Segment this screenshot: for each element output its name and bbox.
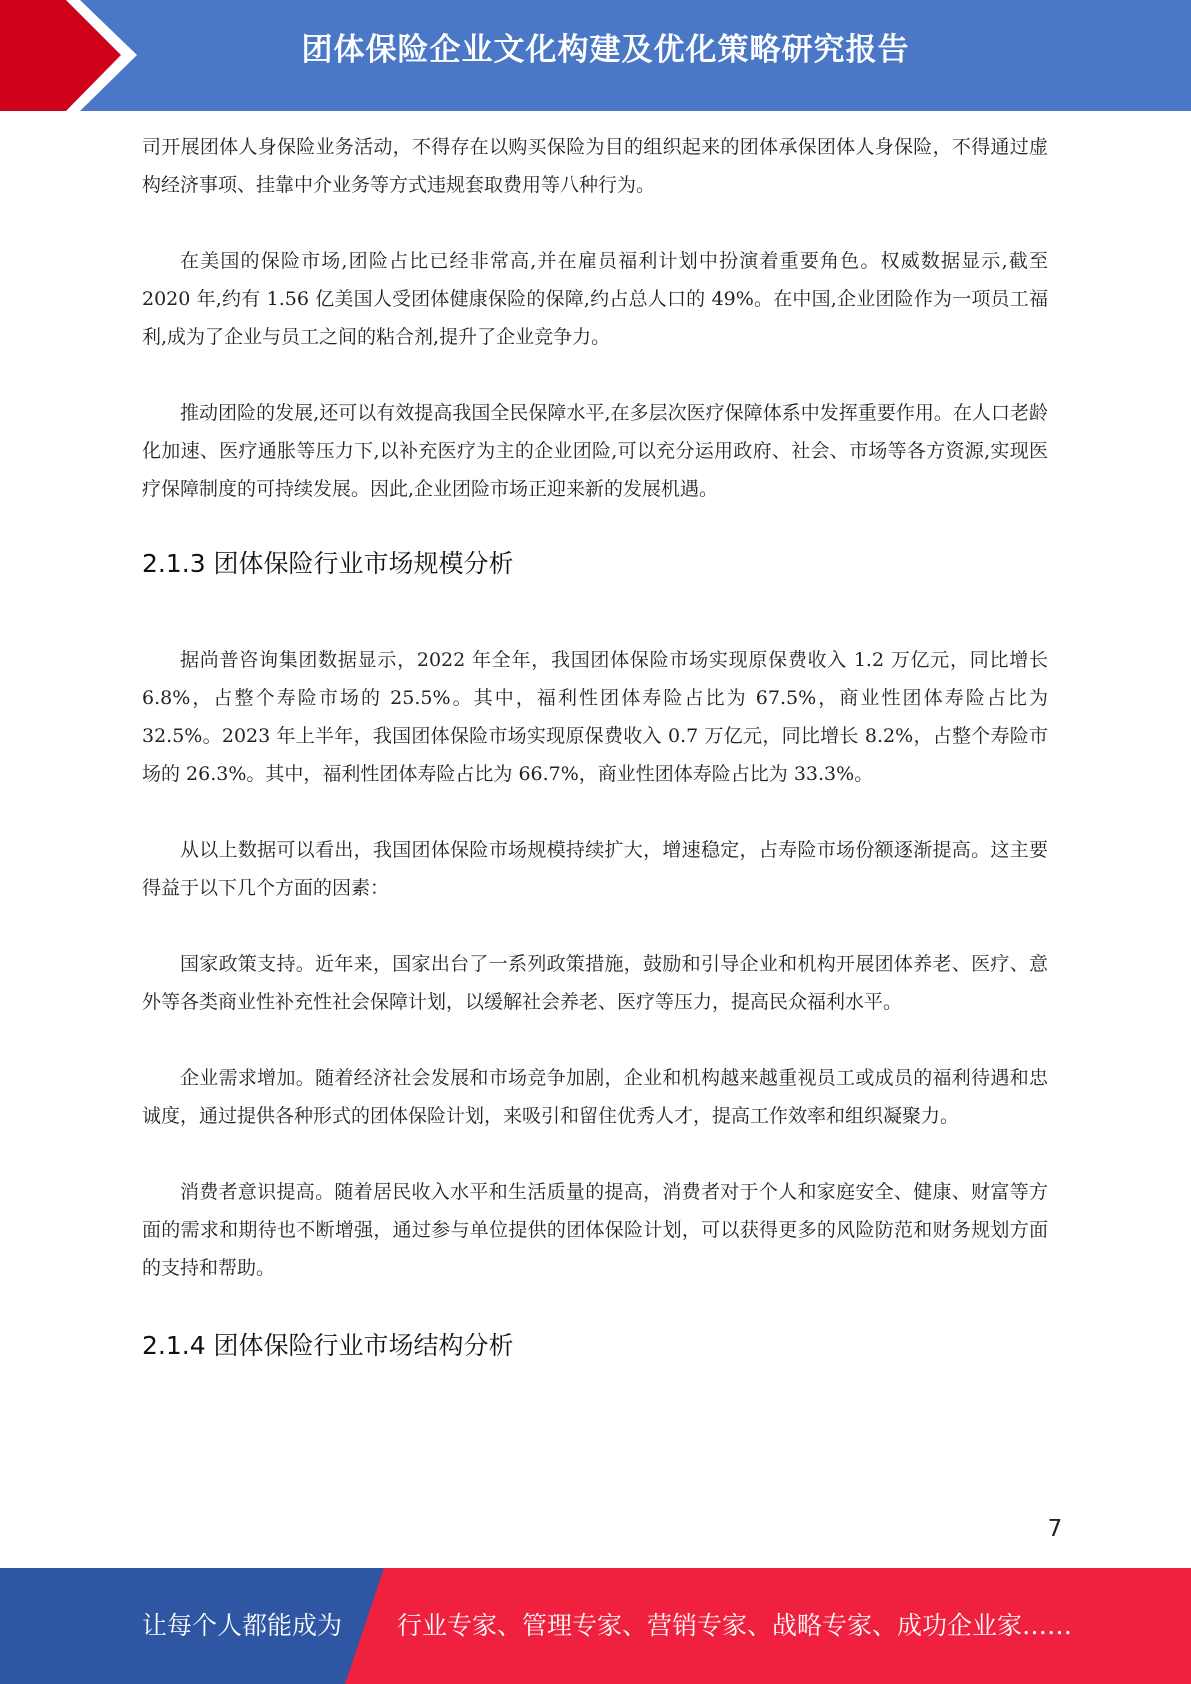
paragraph: 推动团险的发展,还可以有效提高我国全民保障水平,在多层次医疗保障体系中发挥重要作用。在人口老龄化加速、医疗通胀等压力下,以补充医疗为主的企业团险,可以充分运用政府、社会、市场等各方资源,实现医疗保障制度的可持续发展。因此,企业团险市场正迎来新的发展机遇。 xyxy=(142,402,1048,500)
document-body xyxy=(142,128,1048,1363)
paragraph: 企业需求增加。随着经济社会发展和市场竞争加剧，企业和机构越来越重视员工或成员的福利待遇和忠诚度，通过提供各种形式的团体保险计划，来吸引和留住优秀人才，提高工作效率和组织凝聚力。 xyxy=(142,1067,1048,1127)
paragraph: 从以上数据可以看出，我国团体保险市场规模持续扩大，增速稳定，占寿险市场份额逐渐提高。这主要得益于以下几个方面的因素： xyxy=(142,839,1048,899)
page-footer xyxy=(0,1568,1191,1684)
footer-slogan: 让每个人都能成为 xyxy=(142,1611,343,1640)
paragraph: 消费者意识提高。随着居民收入水平和生活质量的提高，消费者对于个人和家庭安全、健康、财富等方面的需求和期待也不断增强，通过参与单位提供的团体保险计划，可以获得更多的风险防范和财务规划方面的支持和帮助。 xyxy=(142,1181,1048,1279)
paragraph: 据尚普咨询集团数据显示，2022 年全年，我国团体保险市场实现原保费收入 1.2 万亿元，同比增长 6.8%，占整个寿险市场的 25.5%。其中，福利性团体寿险占比为 67.5%，商业性团体寿险占比为 32.5%。2023 年上半年，我国团体保险市场实现原保费收入 0.7 万亿元，同比增长 8.2%，占整个寿险市场的 26.3%。其中，福利性团体寿险占比为 66.7%，商业性团体寿险占比为 33.3%。 xyxy=(142,649,1048,785)
document-title: 团体保险企业文化构建及优化策略研究报告 xyxy=(301,32,910,68)
page-header xyxy=(0,0,1191,111)
paragraph: 在美国的保险市场,团险占比已经非常高,并在雇员福利计划中扮演着重要角色。权威数据显示,截至 2020 年,约有 1.56 亿美国人受团体健康保险的保障,约占总人口的 49%。在中国,企业团险作为一项员工福利,成为了企业与员工之间的粘合剂,提升了企业竞争力。 xyxy=(142,250,1048,348)
page-number: 7 xyxy=(1047,1516,1063,1542)
paragraph: 司开展团体人身保险业务活动，不得存在以购买保险为目的组织起来的团体承保团体人身保险，不得通过虚构经济事项、挂靠中介业务等方式违规套取费用等八种行为。 xyxy=(142,136,1048,196)
section-heading: 2.1.4 团体保险行业市场结构分析 xyxy=(142,1331,514,1360)
paragraph: 国家政策支持。近年来，国家出台了一系列政策措施，鼓励和引导企业和机构开展团体养老、医疗、意外等各类商业性补充性社会保障计划，以缓解社会养老、医疗等压力，提高民众福利水平。 xyxy=(142,953,1048,1013)
section-heading: 2.1.3 团体保险行业市场规模分析 xyxy=(142,549,514,578)
footer-roles: 行业专家、管理专家、营销专家、战略专家、成功企业家…… xyxy=(397,1611,1073,1640)
